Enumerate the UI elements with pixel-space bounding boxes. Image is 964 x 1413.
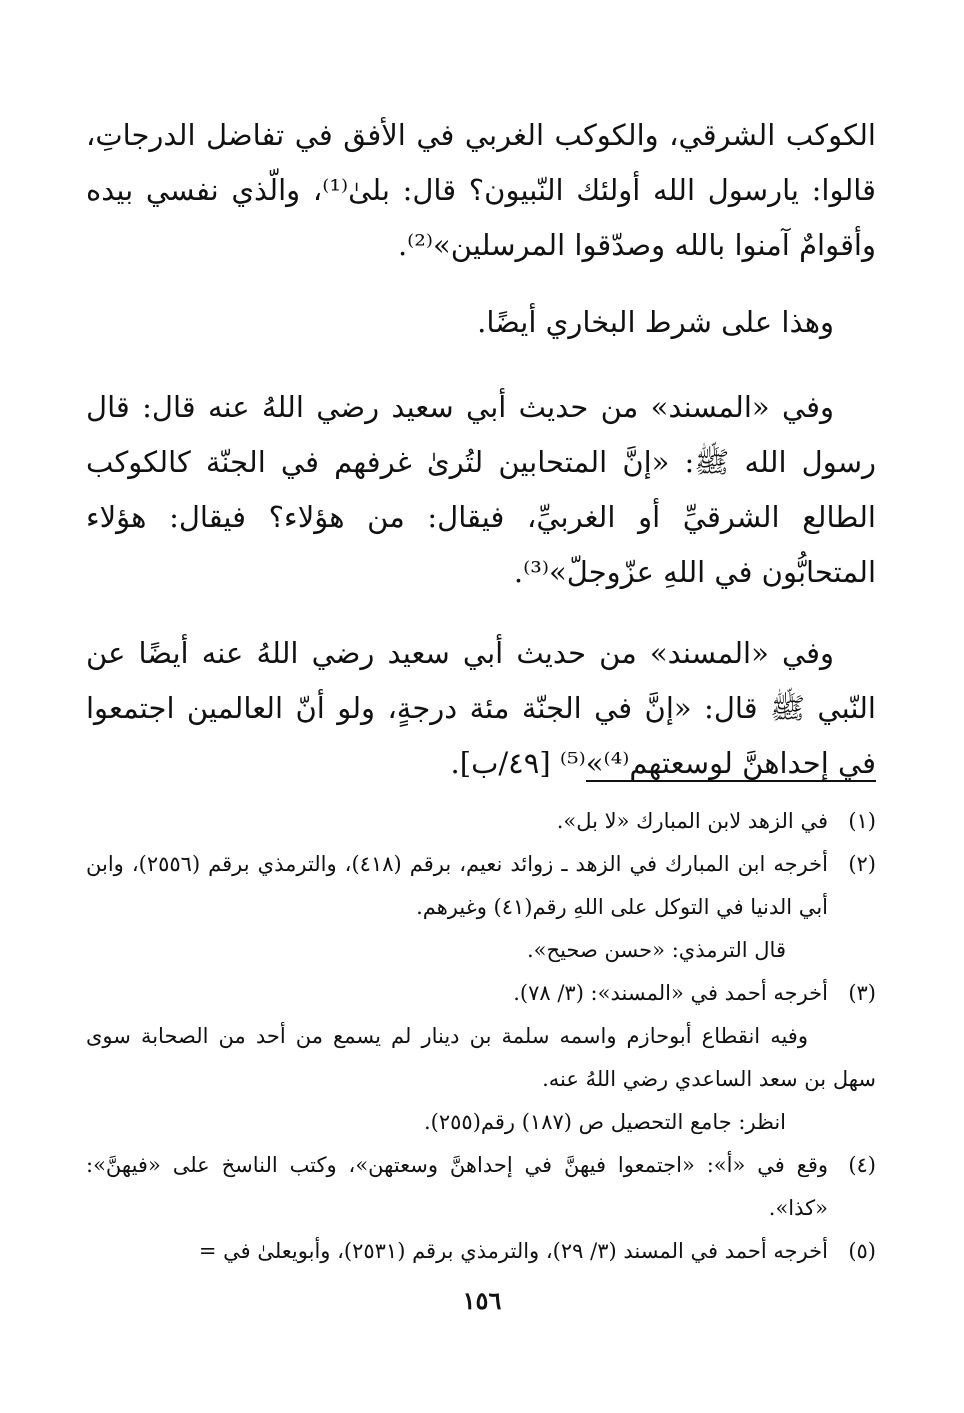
footnote-2 [86, 843, 876, 929]
footnote-text: أخرجه ابن المبارك في الزهد ـ زوائد نعيم، برقم (٤١٨)، والترمذي برقم (٢٥٥٦)، وابن أبي الدنيا في التوكل على اللهِ رقم(٤١) وغيرهم. [86, 852, 828, 919]
footnote-divider [586, 780, 876, 782]
footnote-text: وقع في «أ»: «اجتمعوا فيهنَّ في إحداهنَّ وسعتهن»، وكتب الناسخ على «فيهنَّ»: «كذا». [86, 1153, 828, 1220]
footnotes [86, 800, 876, 1273]
footnote-text: أخرجه أحمد في «المسند»: (٣/ ٧٨). [513, 981, 828, 1005]
footnote-text: أخرجه أحمد في المسند (٣/ ٢٩)، والترمذي برقم (٢٥٣١)، وأبويعلىٰ في = [198, 1239, 828, 1263]
footnote-3-note: وفيه انقطاع أبوحازم واسمه سلمة بن دينار لم يسمع من أحد من الصحابة سوى سهل بن سعد الساعدي رضي اللهُ عنه. [86, 1024, 876, 1091]
footnote-4 [86, 1144, 876, 1230]
footnote-number: (٤) [848, 1153, 876, 1177]
main-text [86, 108, 876, 817]
paragraph-1: الكوكب الشرقي، والكوكب الغربي في الأفق في تفاضل الدرجاتِ، قالوا: يارسول الله أولئك النّبيون؟ قال: بلىٰ⁽¹⁾، والّذي نفسي بيده وأقوامٌ آمنوا بالله وصدّقوا المرسلين»⁽²⁾. [86, 118, 876, 262]
footnote-3 [86, 972, 876, 1015]
paragraph-4: وفي «المسند» من حديث أبي سعيد رضي اللهُ عنه أيضًا عن النّبي ﷺ قال: «إنَّ في الجنّة مئة درجةٍ، ولو أنّ العالمين اجتمعوا في إحداهنَّ لوسعتهم⁽⁴⁾»⁽⁵⁾ [٤٩/ب]. [86, 636, 876, 780]
footnote-5 [86, 1230, 876, 1273]
footnote-number: (٢) [848, 852, 876, 876]
footnote-number: (٥) [848, 1239, 876, 1263]
footnote-2-note: قال الترمذي: «حسن صحيح». [526, 938, 786, 962]
paragraph-3: وفي «المسند» من حديث أبي سعيد رضي اللهُ عنه قال: قال رسول الله ﷺ: «إنَّ المتحابين لتُرىٰ غرفهم في الجنّة كالكوكب الطالع الشرقيِّ أو الغربيِّ، فيقال: من هؤلاء؟ فيقال: هؤلاء المتحابُّون في اللهِ عزّوجلّ»⁽³⁾. [86, 390, 876, 589]
paragraph-2: وهذا على شرط البخاري أيضًا. [477, 305, 834, 339]
footnote-3-reference: انظر: جامع التحصيل ص (١٨٧) رقم(٢٥٥). [423, 1110, 786, 1134]
footnote-number: (٣) [848, 981, 876, 1005]
footnote-text: في الزهد لابن المبارك «لا بل». [556, 809, 828, 833]
footnote-number: (١) [848, 809, 876, 833]
page-number: ١٥٦ [462, 1286, 502, 1315]
footnote-1 [86, 800, 876, 843]
